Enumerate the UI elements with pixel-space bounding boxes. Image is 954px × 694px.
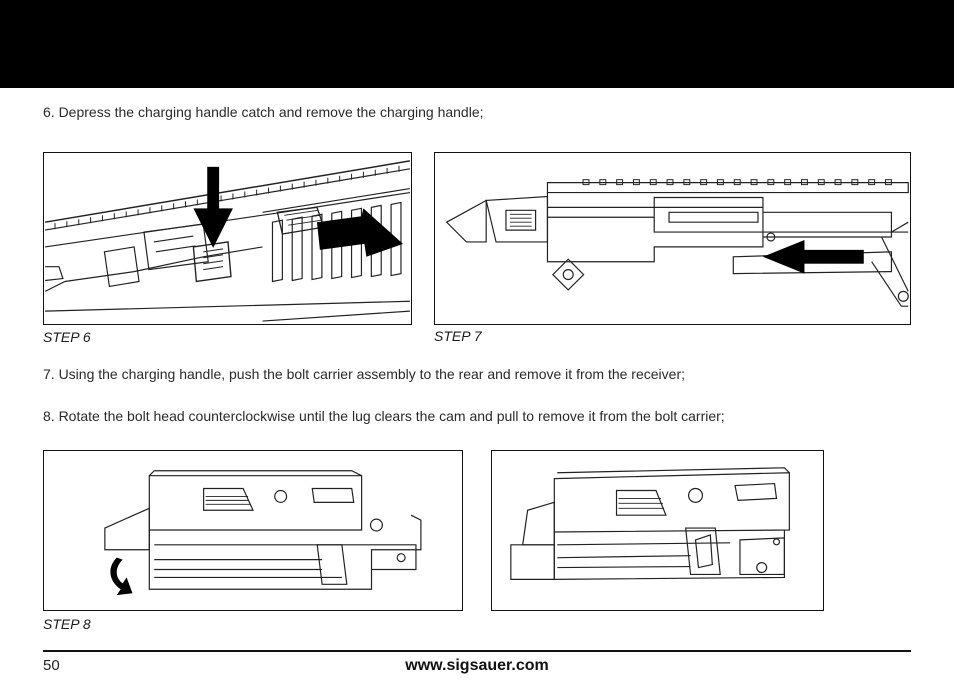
step-6-caption: STEP 6 (43, 329, 91, 345)
bolt-carrier-illustration (491, 450, 824, 611)
page-number: 50 (43, 657, 60, 674)
step-8-instruction: 8. Rotate the bolt head counterclockwise until the lug clears the cam and pull to remove it from the bolt carrier; (43, 408, 725, 424)
step-7-instruction: 7. Using the charging handle, push the bolt carrier assembly to the rear and remove it from the receiver; (43, 366, 685, 382)
step-6-instruction: 6. Depress the charging handle catch and remove the charging handle; (43, 104, 484, 120)
step-6-illustration (43, 152, 412, 325)
footer-url: www.sigsauer.com (405, 657, 549, 674)
footer-divider (43, 650, 911, 652)
step-8-caption: STEP 8 (43, 616, 91, 632)
header-bar (0, 0, 954, 88)
step-8-illustration-rotate (43, 450, 463, 611)
step-7-illustration (434, 152, 911, 325)
step-7-caption: STEP 7 (434, 328, 482, 344)
